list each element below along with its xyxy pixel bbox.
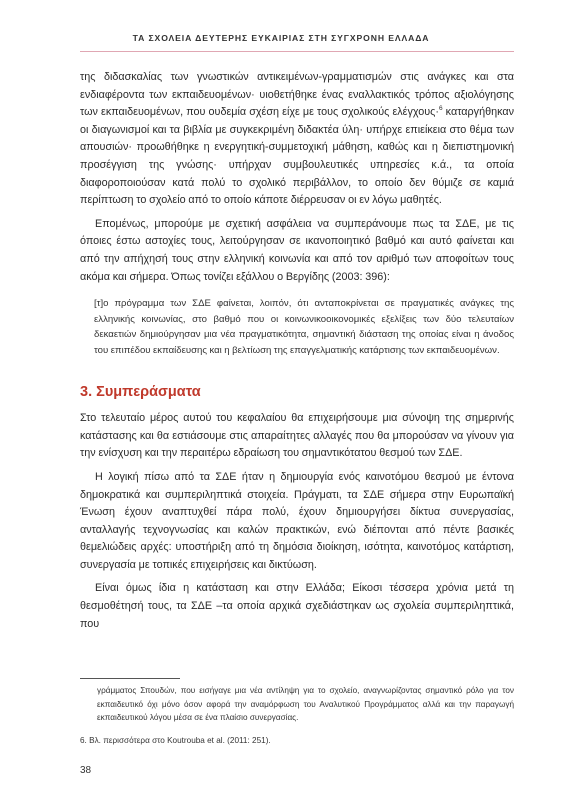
paragraph-3: Στο τελευταίο μέρος αυτού του κεφαλαίου θα επιχειρήσουμε μια σύνοψη της σημερινής κατάστασης και θα εστιάσουμε στις απαραίτητες αλλαγές που θα μπορούσαν να γίνουν για την ενίσχυση και την περαιτέρω εδραίωση του σημαντικότατου θεσμού των ΣΔΕ.: [80, 412, 514, 460]
paragraph-1: [80, 69, 514, 210]
paragraph-2: Επομένως, μπορούμε με σχετική ασφάλεια να συμπεράνουμε πως τα ΣΔΕ, με τις όποιες έστω αστοχίες τους, λειτούργησαν σε ικανοποιητικό βαθμό και αυτό φαίνεται και από την απήχησή τους στην ελληνική κοινωνία και από τον αριθμό των αποφοίτων τους ακόμα και σήμερα. Όπως τονίζει εξάλλου ο Βεργίδης (2003: 396):: [80, 217, 514, 283]
header-rule: [80, 51, 514, 52]
paragraph-4: Η λογική πίσω από τα ΣΔΕ ήταν η δημιουργία ενός καινοτόμου θεσμού με έντονα δημοκρατικά και συμπεριληπτικά στοιχεία. Πράγματι, τα ΣΔΕ σήμερα στην Ευρωπαϊκή Ένωση έχουν αναπτυχθεί πάρα πολύ, έχουν δημιουργήσει δίκτυα συνεργασίας, ανταλλαγής τεχνογνωσίας και καλών πρακτικών, ενώ διέπονται από πέντε βασικές θεμελιώδεις αρχές: υποστήριξη από τη δημόσια διοίκηση, ισότητα, καινοτόμος κατάρτιση, συνεργασία με τοπικές επιχειρήσεις και δικτύωση.: [80, 470, 514, 571]
footnote-ref-6[interactable]: 6: [438, 105, 443, 113]
footnote-rule: [80, 678, 180, 679]
paragraph-1-part-b: καταργήθηκαν οι διαγωνισμοί και τα βιβλία με συγκεκριμένη διδακτέα ύλη· υπήρχε επιείκεια στο θέμα των απουσιών· προωθήθηκε η ενεργητική-συμμετοχική μάθηση, καθώς και η διεπιστημονική προσέγγιση της γνώσης· υπήρχαν συμβουλευτικές υπηρεσίες κ.ά., τα οποία διαφοροποιούσαν κατά πολύ το σχολικό περιβάλλον, το οποίο δεν θύμιζε σε καμιά περίπτωση το σχολείο από το οποίο κάποτε διέρρευσαν οι εν λόγω μαθητές.: [80, 106, 515, 207]
block-quote: [τ]ο πρόγραμμα των ΣΔΕ φαίνεται, λοιπόν, ότι ανταποκρίνεται σε πραγματικές ανάγκες της ελληνικής κοινωνίας, στο βαθμό που οι κοινωνικοοικονομικές εξελίξεις των δύο τελευταίων δεκαετιών δημιούργησαν μια νέα πραγματικότητα, σημαντική διάσταση της οποίας είναι η άνοδος του επιπέδου εκπαίδευσης και η βελτίωση της επαγγελματικής κατάρτισης των εκπαιδευομένων.: [94, 298, 514, 356]
footnotes: [80, 684, 514, 747]
paragraph-5: Είναι όμως ίδια η κατάσταση και στην Ελλάδα; Είκοσι τέσσερα χρόνια μετά τη θεσμοθέτησή τους, τα ΣΔΕ –τα οποία αρχικά σχεδιάστηκαν ως σχολεία συμπεριληπτικά, που: [80, 582, 514, 630]
main-text: [80, 69, 514, 633]
footnote-continued: γράμματος Σπουδών, που εισήγαγε μια νέα αντίληψη για το σχολείο, αναγνωρίζοντας σημαντικό ρόλο για τον εκπαιδευτικό όχι μόνο όσον αφορά την αναμόρφωση του Αναλυτικού Προγράμματος αλλά και την παραγωγή εκπαιδευτικού λόγου μέσα σε ένα πλαίσιο συνεργασίας.: [97, 686, 514, 723]
section-heading: 3. Συμπεράσματα: [80, 384, 201, 401]
paragraph-1-part-a: της διδασκαλίας των γνωστικών αντικειμένων-γραμματισμών στις ανάγκες και στα ενδιαφέροντα των εκπαιδευομένων· υιοθετήθηκε ένας εναλλακτικός τρόπος αξιολόγησης των εκπαιδευομένων, που ουδεμία σχέση είχε με τους σχολικούς ελέγχους·: [80, 71, 514, 119]
running-header: ΤΑ ΣΧΟΛΕΙΑ ΔΕΥΤΕΡΗΣ ΕΥΚΑΙΡΙΑΣ ΣΤΗ ΣΥΓΧΡΟΝΗ ΕΛΛΑΔΑ: [132, 33, 430, 43]
page-number: 38: [80, 765, 92, 776]
footnote-6: 6. Βλ. περισσότερα στο Koutrouba et al. (2011: 251).: [80, 735, 271, 745]
